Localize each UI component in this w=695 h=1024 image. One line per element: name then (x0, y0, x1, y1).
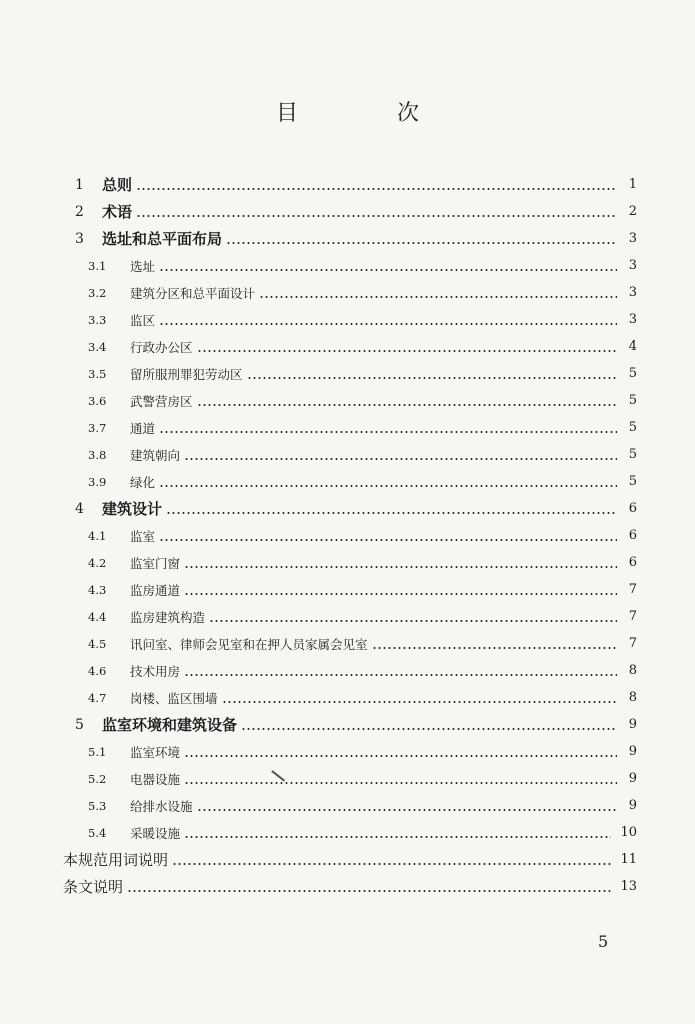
toc-entry[interactable] (0, 306, 695, 333)
toc-entry-label: 监室 (130, 528, 156, 544)
dot-leader (226, 242, 617, 244)
toc-entry-label: 岗楼、监区围墙 (130, 690, 218, 706)
toc-entry-label: 留所服刑罪犯劳动区 (130, 366, 243, 382)
toc-entry-page: 6 (628, 555, 637, 570)
toc-entry-label: 建筑朝向 (130, 447, 181, 463)
toc-entry-number: 3.7 (88, 420, 107, 435)
toc-entry[interactable] (0, 522, 695, 549)
toc-entry-page: 13 (620, 879, 637, 894)
toc-entry-number: 5 (75, 716, 84, 733)
toc-entry-number: 3.2 (88, 285, 107, 300)
toc-entry[interactable] (0, 684, 695, 711)
toc-entry[interactable] (0, 576, 695, 603)
dot-leader (184, 755, 617, 757)
dot-leader (241, 728, 617, 730)
toc-entry-label: 武警营房区 (130, 393, 193, 409)
table-of-contents (0, 171, 695, 900)
dot-leader (184, 458, 617, 460)
toc-entry-page: 10 (620, 825, 637, 840)
toc-entry-number: 2 (75, 203, 84, 220)
dot-leader (136, 188, 617, 190)
toc-entry[interactable] (0, 603, 695, 630)
toc-entry-number: 3.1 (88, 258, 107, 273)
toc-entry[interactable] (0, 765, 695, 792)
toc-entry-page: 7 (628, 582, 637, 597)
toc-entry-page: 5 (628, 366, 637, 381)
toc-entry-label: 电器设施 (130, 771, 181, 787)
page-number: 5 (598, 932, 609, 951)
toc-entry-number: 5.3 (88, 798, 107, 813)
toc-entry-label: 术语 (102, 203, 133, 221)
toc-entry-label: 监区 (130, 312, 156, 328)
dot-leader (247, 377, 617, 379)
dot-leader (159, 539, 617, 541)
toc-entry-number: 4.2 (88, 555, 107, 570)
toc-entry-label: 通道 (130, 420, 156, 436)
toc-entry[interactable] (0, 846, 695, 873)
toc-entry-label: 监室环境和建筑设备 (102, 716, 238, 734)
toc-entry-label: 选址和总平面布局 (102, 230, 223, 248)
dot-leader (159, 485, 617, 487)
toc-entry-number: 4.5 (88, 636, 107, 651)
toc-entry[interactable] (0, 171, 695, 198)
dot-leader (127, 890, 611, 892)
dot-leader (197, 809, 617, 811)
toc-entry[interactable] (0, 198, 695, 225)
dot-leader (372, 647, 617, 649)
toc-entry[interactable] (0, 225, 695, 252)
toc-entry[interactable] (0, 360, 695, 387)
toc-entry[interactable] (0, 738, 695, 765)
dot-leader (159, 269, 617, 271)
toc-entry-number: 4.6 (88, 663, 107, 678)
toc-entry-number: 3.9 (88, 474, 107, 489)
dot-leader (184, 674, 617, 676)
toc-entry-page: 4 (628, 339, 637, 354)
dot-leader (259, 296, 617, 298)
toc-entry-number: 3.5 (88, 366, 107, 381)
dot-leader (184, 566, 617, 568)
toc-entry[interactable] (0, 549, 695, 576)
toc-entry-page: 9 (628, 717, 637, 732)
toc-entry-label: 采暖设施 (130, 825, 181, 841)
toc-entry-page: 9 (628, 798, 637, 813)
toc-entry-label: 建筑分区和总平面设计 (130, 285, 256, 301)
toc-entry[interactable] (0, 333, 695, 360)
toc-entry-number: 3.6 (88, 393, 107, 408)
toc-entry-page: 6 (628, 528, 637, 543)
toc-entry-label: 选址 (130, 258, 156, 274)
toc-entry-page: 11 (620, 852, 637, 867)
toc-entry-page: 6 (628, 501, 637, 516)
toc-entry[interactable] (0, 792, 695, 819)
toc-entry-label: 监房通道 (130, 582, 181, 598)
toc-entry[interactable] (0, 711, 695, 738)
dot-leader (159, 323, 617, 325)
toc-entry-label: 条文说明 (63, 878, 124, 896)
toc-entry[interactable] (0, 252, 695, 279)
toc-entry-label: 总则 (102, 176, 133, 194)
toc-entry-number: 3.4 (88, 339, 107, 354)
toc-entry-page: 5 (628, 447, 637, 462)
toc-entry-page: 8 (628, 690, 637, 705)
toc-entry-number: 5.2 (88, 771, 107, 786)
toc-entry-number: 5.4 (88, 825, 107, 840)
toc-entry-number: 4 (75, 500, 84, 517)
toc-entry[interactable] (0, 387, 695, 414)
toc-entry-label: 讯问室、律师会见室和在押人员家属会见室 (130, 636, 368, 652)
toc-entry-label: 建筑设计 (102, 500, 163, 518)
toc-entry-number: 4.7 (88, 690, 107, 705)
toc-entry-page: 3 (628, 312, 637, 327)
toc-entry-label: 本规范用词说明 (63, 851, 169, 869)
toc-entry-page: 5 (628, 474, 637, 489)
toc-entry-label: 给排水设施 (130, 798, 193, 814)
toc-entry-label: 监房建筑构造 (130, 609, 206, 625)
toc-entry[interactable] (0, 873, 695, 900)
toc-entry-page: 3 (628, 258, 637, 273)
toc-entry-page: 9 (628, 744, 637, 759)
dot-leader (166, 512, 617, 514)
toc-entry-page: 2 (628, 204, 637, 219)
toc-entry[interactable] (0, 468, 695, 495)
toc-entry-page: 7 (628, 636, 637, 651)
toc-entry-page: 7 (628, 609, 637, 624)
toc-entry-page: 8 (628, 663, 637, 678)
toc-entry-page: 9 (628, 771, 637, 786)
toc-entry[interactable] (0, 279, 695, 306)
page-title: 目 次 (276, 101, 465, 126)
toc-entry[interactable] (0, 657, 695, 684)
toc-entry[interactable] (0, 414, 695, 441)
toc-entry-number: 3.3 (88, 312, 107, 327)
toc-entry-page: 3 (628, 285, 637, 300)
toc-entry-label: 技术用房 (130, 663, 181, 679)
toc-entry-page: 5 (628, 393, 637, 408)
toc-entry-label: 绿化 (130, 474, 156, 490)
dot-leader (184, 836, 611, 838)
toc-entry[interactable] (0, 495, 695, 522)
dot-leader (184, 782, 617, 784)
toc-entry-number: 1 (75, 176, 84, 193)
toc-entry[interactable] (0, 819, 695, 846)
dot-leader (184, 593, 617, 595)
toc-entry[interactable] (0, 441, 695, 468)
dot-leader (159, 431, 617, 433)
toc-entry-number: 4.4 (88, 609, 107, 624)
toc-entry-page: 5 (628, 420, 637, 435)
dot-leader (136, 215, 617, 217)
dot-leader (197, 404, 617, 406)
toc-entry-number: 5.1 (88, 744, 107, 759)
dot-leader (222, 701, 617, 703)
toc-entry[interactable] (0, 630, 695, 657)
toc-entry-number: 4.3 (88, 582, 107, 597)
toc-entry-page: 3 (628, 231, 637, 246)
dot-leader (197, 350, 617, 352)
toc-entry-label: 监室环境 (130, 744, 181, 760)
dot-leader (209, 620, 617, 622)
toc-entry-number: 4.1 (88, 528, 107, 543)
toc-entry-number: 3.8 (88, 447, 107, 462)
toc-entry-number: 3 (75, 230, 84, 247)
toc-entry-label: 监室门窗 (130, 555, 181, 571)
toc-entry-page: 1 (628, 177, 637, 192)
toc-entry-label: 行政办公区 (130, 339, 193, 355)
dot-leader (172, 863, 611, 865)
